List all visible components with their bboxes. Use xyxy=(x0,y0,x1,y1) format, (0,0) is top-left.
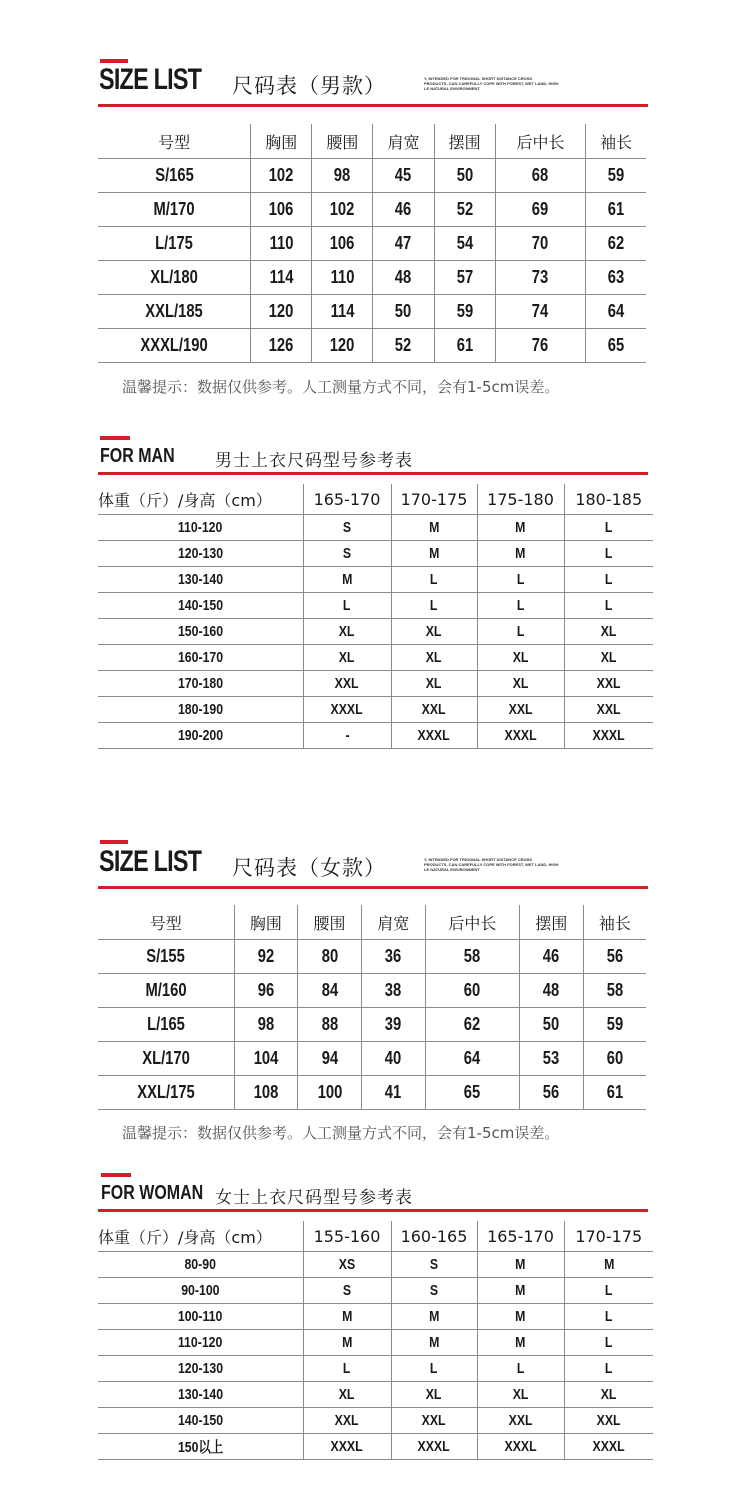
table-cell: 100-110 xyxy=(178,1308,223,1325)
women-size-note: 温馨提示：数据仅供参考。人工测量方式不同，会有1-5cm误差。 xyxy=(122,1124,560,1142)
women-ref-table xyxy=(98,1221,653,1460)
table-cell: 76 xyxy=(532,335,549,355)
table-cell: S xyxy=(342,519,352,536)
men-size-title-rule xyxy=(98,104,648,107)
table-cell: M xyxy=(341,1308,353,1325)
table-cell: 52 xyxy=(456,199,473,219)
table-row xyxy=(98,1042,646,1076)
table-cell: 180-190 xyxy=(177,701,223,718)
table-cell: S xyxy=(429,1282,439,1299)
table-cell: XXXL xyxy=(417,727,451,744)
women-ref-title-en: FOR WOMAN xyxy=(101,1182,204,1204)
table-cell: M xyxy=(428,519,440,536)
column-header: 肩宽 xyxy=(373,124,434,159)
table-cell: 58 xyxy=(464,946,481,966)
table-cell: XL xyxy=(339,623,355,640)
table-cell: 56 xyxy=(543,1082,560,1102)
table-cell: 59 xyxy=(607,165,625,185)
table-row xyxy=(98,1330,653,1356)
table-cell: S xyxy=(342,545,352,562)
table-cell: S/165 xyxy=(154,165,194,185)
table-cell: L xyxy=(516,623,525,640)
table-cell: M xyxy=(515,1308,526,1325)
table-cell: L xyxy=(516,1360,525,1377)
column-header: 号型 xyxy=(98,905,234,940)
table-cell: XL xyxy=(426,1386,442,1403)
table-cell: 94 xyxy=(321,1048,338,1068)
table-cell: 48 xyxy=(543,980,560,1000)
table-cell: XL xyxy=(512,1386,529,1403)
table-row xyxy=(98,940,646,974)
table-cell: L xyxy=(604,519,613,536)
table-cell: XXL xyxy=(508,1412,533,1429)
men-ref-table xyxy=(98,484,653,749)
table-cell: M xyxy=(515,545,526,562)
column-header: 腰围 xyxy=(312,124,373,159)
table-cell: - xyxy=(344,727,350,744)
table-cell: 110 xyxy=(330,267,355,287)
table-cell: XL xyxy=(339,1386,355,1403)
table-cell: M xyxy=(341,571,353,588)
column-header: 155-160 xyxy=(303,1221,391,1252)
table-header-row xyxy=(98,905,646,940)
table-cell: 47 xyxy=(395,233,412,253)
table-row xyxy=(98,723,653,749)
table-cell: M xyxy=(428,1308,440,1325)
table-cell: 150-160 xyxy=(177,623,223,640)
men-size-title-cn: 尺码表（男款） xyxy=(232,74,386,98)
women-size-accent-bar xyxy=(100,840,128,844)
table-cell: 62 xyxy=(464,1014,481,1034)
table-cell: 48 xyxy=(395,267,412,287)
women-ref-title-rule xyxy=(98,1209,648,1212)
table-cell: 74 xyxy=(532,301,549,321)
table-cell: 56 xyxy=(606,946,624,966)
table-cell: L xyxy=(430,571,438,588)
table-row xyxy=(98,515,653,541)
table-cell: 63 xyxy=(607,267,625,287)
table-cell: XXL xyxy=(596,675,621,692)
table-cell: 98 xyxy=(334,165,351,185)
table-cell: 110-120 xyxy=(178,1334,223,1351)
women-size-title-en: SIZE LIST xyxy=(99,845,202,878)
table-cell: XL/180 xyxy=(150,267,198,287)
table-cell: 38 xyxy=(385,980,402,1000)
table-cell: 114 xyxy=(269,267,294,287)
table-cell: 58 xyxy=(606,980,624,1000)
table-cell: L xyxy=(604,1282,613,1299)
men-ref-accent-bar xyxy=(100,436,130,440)
table-cell: 50 xyxy=(543,1014,560,1034)
table-cell: 102 xyxy=(268,165,294,185)
table-cell: 150以上 xyxy=(177,1439,223,1456)
women-ref-accent-bar xyxy=(101,1173,131,1177)
table-row xyxy=(98,1408,653,1434)
table-cell: S/155 xyxy=(146,946,186,966)
table-cell: 108 xyxy=(253,1082,279,1102)
table-row xyxy=(98,329,646,363)
column-header: 160-165 xyxy=(391,1221,477,1252)
table-cell: 36 xyxy=(385,946,402,966)
table-cell: XS xyxy=(338,1256,356,1273)
table-cell: XXXL/190 xyxy=(140,335,208,355)
table-cell: 104 xyxy=(253,1048,279,1068)
table-row xyxy=(98,541,653,567)
table-cell: XL xyxy=(426,675,442,692)
table-cell: 120 xyxy=(268,301,294,321)
table-cell: 57 xyxy=(456,267,473,287)
table-cell: L xyxy=(604,597,613,614)
column-header: 胸围 xyxy=(251,124,312,159)
table-cell: 73 xyxy=(532,267,549,287)
table-cell: 96 xyxy=(257,980,275,1000)
column-header: 袖长 xyxy=(586,124,646,159)
table-cell: L xyxy=(430,597,438,614)
column-header: 后中长 xyxy=(425,905,520,940)
table-cell: 100 xyxy=(317,1082,342,1102)
table-row xyxy=(98,159,646,193)
table-cell: 65 xyxy=(464,1082,481,1102)
table-cell: 54 xyxy=(456,233,473,253)
table-cell: 59 xyxy=(606,1014,624,1034)
table-cell: 106 xyxy=(330,233,355,253)
table-cell: XXL xyxy=(596,701,621,718)
column-header: 180-185 xyxy=(564,484,653,515)
table-row xyxy=(98,619,653,645)
table-cell: XXL xyxy=(508,701,533,718)
table-cell: M/170 xyxy=(153,199,195,219)
table-cell: L xyxy=(604,545,613,562)
table-cell: XL xyxy=(512,649,529,666)
column-header: 165-170 xyxy=(303,484,391,515)
table-cell: 61 xyxy=(456,335,473,355)
column-header: 170-175 xyxy=(391,484,477,515)
table-cell: XXL/175 xyxy=(137,1082,195,1102)
table-cell: 190-200 xyxy=(177,727,223,744)
table-cell: L xyxy=(604,1334,613,1351)
table-cell: 120-130 xyxy=(177,545,223,562)
table-cell: L xyxy=(516,597,525,614)
table-cell: 52 xyxy=(395,335,412,355)
table-cell: 61 xyxy=(607,199,625,219)
table-cell: XXXL xyxy=(330,701,364,718)
table-row xyxy=(98,1252,653,1278)
table-cell: 59 xyxy=(456,301,473,321)
table-cell: L xyxy=(343,1360,351,1377)
table-row xyxy=(98,593,653,619)
table-cell: XL xyxy=(600,649,617,666)
table-cell: M xyxy=(341,1334,353,1351)
table-cell: 64 xyxy=(607,301,625,321)
table-cell: L xyxy=(343,597,351,614)
table-row xyxy=(98,1008,646,1042)
column-header: 后中长 xyxy=(495,124,586,159)
table-cell: M xyxy=(515,519,526,536)
table-cell: 64 xyxy=(464,1048,481,1068)
men-size-fine-print: Y, INTENDED FOR TRIGONAL SHORT DISTANCE CROSS PRODUCTS, CAN CAREFULLY COPE WITH FOREST, WET LAND, HIGH LE NATURAL ENVIRONMENT xyxy=(424,76,559,91)
table-cell: 110-120 xyxy=(178,519,223,536)
table-cell: 160-170 xyxy=(177,649,223,666)
column-header: 肩宽 xyxy=(361,905,425,940)
table-cell: 80 xyxy=(321,946,338,966)
table-cell: XXXL xyxy=(330,1438,364,1455)
table-cell: 92 xyxy=(257,946,275,966)
table-cell: XL xyxy=(600,1386,617,1403)
women-size-title-cn: 尺码表（女款） xyxy=(232,856,386,880)
column-header: 摆围 xyxy=(434,124,495,159)
table-row xyxy=(98,295,646,329)
table-row xyxy=(98,1278,653,1304)
column-header: 摆围 xyxy=(520,905,584,940)
table-cell: 84 xyxy=(321,980,338,1000)
table-cell: 60 xyxy=(464,980,481,1000)
table-cell: 110 xyxy=(269,233,294,253)
table-cell: M xyxy=(428,1334,440,1351)
table-cell: 120 xyxy=(330,335,355,355)
women-ref-title-cn: 女士上衣尺码型号参考表 xyxy=(215,1188,413,1208)
table-row xyxy=(98,1076,646,1110)
table-cell: S xyxy=(429,1256,439,1273)
table-cell: 46 xyxy=(395,199,412,219)
women-size-table xyxy=(98,905,646,1110)
table-cell: XL xyxy=(512,675,529,692)
table-cell: L xyxy=(604,1360,613,1377)
table-row xyxy=(98,1356,653,1382)
column-header: 165-170 xyxy=(477,1221,564,1252)
table-row xyxy=(98,697,653,723)
table-header-row xyxy=(98,124,646,159)
table-cell: M/160 xyxy=(145,980,187,1000)
table-cell: 130-140 xyxy=(177,1386,223,1403)
table-cell: XL/170 xyxy=(141,1048,190,1068)
table-cell: XXXL xyxy=(592,1438,625,1455)
table-cell: 68 xyxy=(532,165,549,185)
table-cell: XXL xyxy=(335,1412,359,1429)
table-cell: XL xyxy=(600,623,617,640)
table-cell: M xyxy=(515,1334,526,1351)
table-row xyxy=(98,671,653,697)
table-header-row xyxy=(98,1221,653,1252)
table-cell: 62 xyxy=(607,233,625,253)
table-cell: XXL xyxy=(596,1412,621,1429)
table-cell: 114 xyxy=(330,301,355,321)
table-header-row xyxy=(98,484,653,515)
table-cell: 50 xyxy=(395,301,412,321)
table-cell: M xyxy=(603,1256,614,1273)
column-header: 175-180 xyxy=(477,484,564,515)
table-row xyxy=(98,1434,653,1460)
table-cell: 70 xyxy=(532,233,549,253)
table-cell: 130-140 xyxy=(177,571,223,588)
table-cell: 53 xyxy=(543,1048,560,1068)
table-cell: 90-100 xyxy=(181,1282,220,1299)
table-cell: 120-130 xyxy=(177,1360,223,1377)
table-row xyxy=(98,193,646,227)
table-cell: 39 xyxy=(385,1014,402,1034)
table-cell: 170-180 xyxy=(177,675,223,692)
table-row xyxy=(98,1382,653,1408)
women-size-title-rule xyxy=(98,886,648,889)
table-row xyxy=(98,227,646,261)
table-row xyxy=(98,567,653,593)
table-cell: XXXL xyxy=(417,1438,451,1455)
table-cell: 88 xyxy=(321,1014,338,1034)
men-ref-title-cn: 男士上衣尺码型号参考表 xyxy=(215,451,413,471)
table-cell: XXXL xyxy=(504,727,537,744)
table-cell: 50 xyxy=(456,165,473,185)
table-row xyxy=(98,1304,653,1330)
table-cell: XXXL xyxy=(504,1438,537,1455)
men-size-title-en: SIZE LIST xyxy=(99,63,202,96)
column-header: 号型 xyxy=(98,124,251,159)
table-cell: 41 xyxy=(385,1082,402,1102)
men-size-note: 温馨提示：数据仅供参考。人工测量方式不同，会有1-5cm误差。 xyxy=(122,378,560,396)
table-cell: 69 xyxy=(532,199,549,219)
table-cell: XL xyxy=(339,649,355,666)
table-cell: XL xyxy=(426,623,442,640)
table-cell: XXXL xyxy=(592,727,625,744)
table-cell: L/175 xyxy=(155,233,193,253)
men-ref-title-en: FOR MAN xyxy=(100,445,175,467)
women-size-fine-print: Y, INTENDED FOR TRIGONAL SHORT DISTANCE CROSS PRODUCTS, CAN CAREFULLY COPE WITH FOREST, WET LAND, HIGH LE NATURAL ENVIRONMENT xyxy=(424,857,559,872)
table-cell: 80-90 xyxy=(184,1256,216,1273)
table-row xyxy=(98,261,646,295)
column-header: 170-175 xyxy=(564,1221,653,1252)
table-row xyxy=(98,974,646,1008)
table-cell: L xyxy=(516,571,525,588)
table-cell: XXL xyxy=(422,1412,446,1429)
table-cell: M xyxy=(515,1282,526,1299)
men-size-table xyxy=(98,124,646,363)
table-cell: 40 xyxy=(385,1048,402,1068)
table-cell: 140-150 xyxy=(177,1412,223,1429)
table-cell: XL xyxy=(426,649,442,666)
table-cell: S xyxy=(342,1282,352,1299)
table-cell: 126 xyxy=(268,335,294,355)
table-cell: XXL/185 xyxy=(145,301,203,321)
table-cell: 102 xyxy=(330,199,355,219)
table-cell: 106 xyxy=(268,199,294,219)
column-header: 袖长 xyxy=(583,905,646,940)
table-cell: 45 xyxy=(395,165,412,185)
column-header: 腰围 xyxy=(298,905,362,940)
table-cell: L xyxy=(604,1308,613,1325)
table-cell: 65 xyxy=(607,335,625,355)
column-header: 体重（斤）/身高（cm） xyxy=(98,1221,303,1252)
table-row xyxy=(98,645,653,671)
table-cell: XXL xyxy=(335,675,359,692)
table-cell: 46 xyxy=(543,946,560,966)
table-cell: 61 xyxy=(606,1082,624,1102)
men-ref-title-rule xyxy=(98,472,648,475)
table-cell: XXL xyxy=(422,701,446,718)
column-header: 胸围 xyxy=(234,905,298,940)
column-header: 体重（斤）/身高（cm） xyxy=(98,484,303,515)
table-cell: 98 xyxy=(257,1014,275,1034)
table-cell: M xyxy=(428,545,440,562)
table-cell: L/165 xyxy=(146,1014,185,1034)
table-cell: M xyxy=(515,1256,526,1273)
table-cell: L xyxy=(430,1360,438,1377)
table-cell: 140-150 xyxy=(177,597,223,614)
table-cell: 60 xyxy=(606,1048,624,1068)
table-cell: L xyxy=(604,571,613,588)
